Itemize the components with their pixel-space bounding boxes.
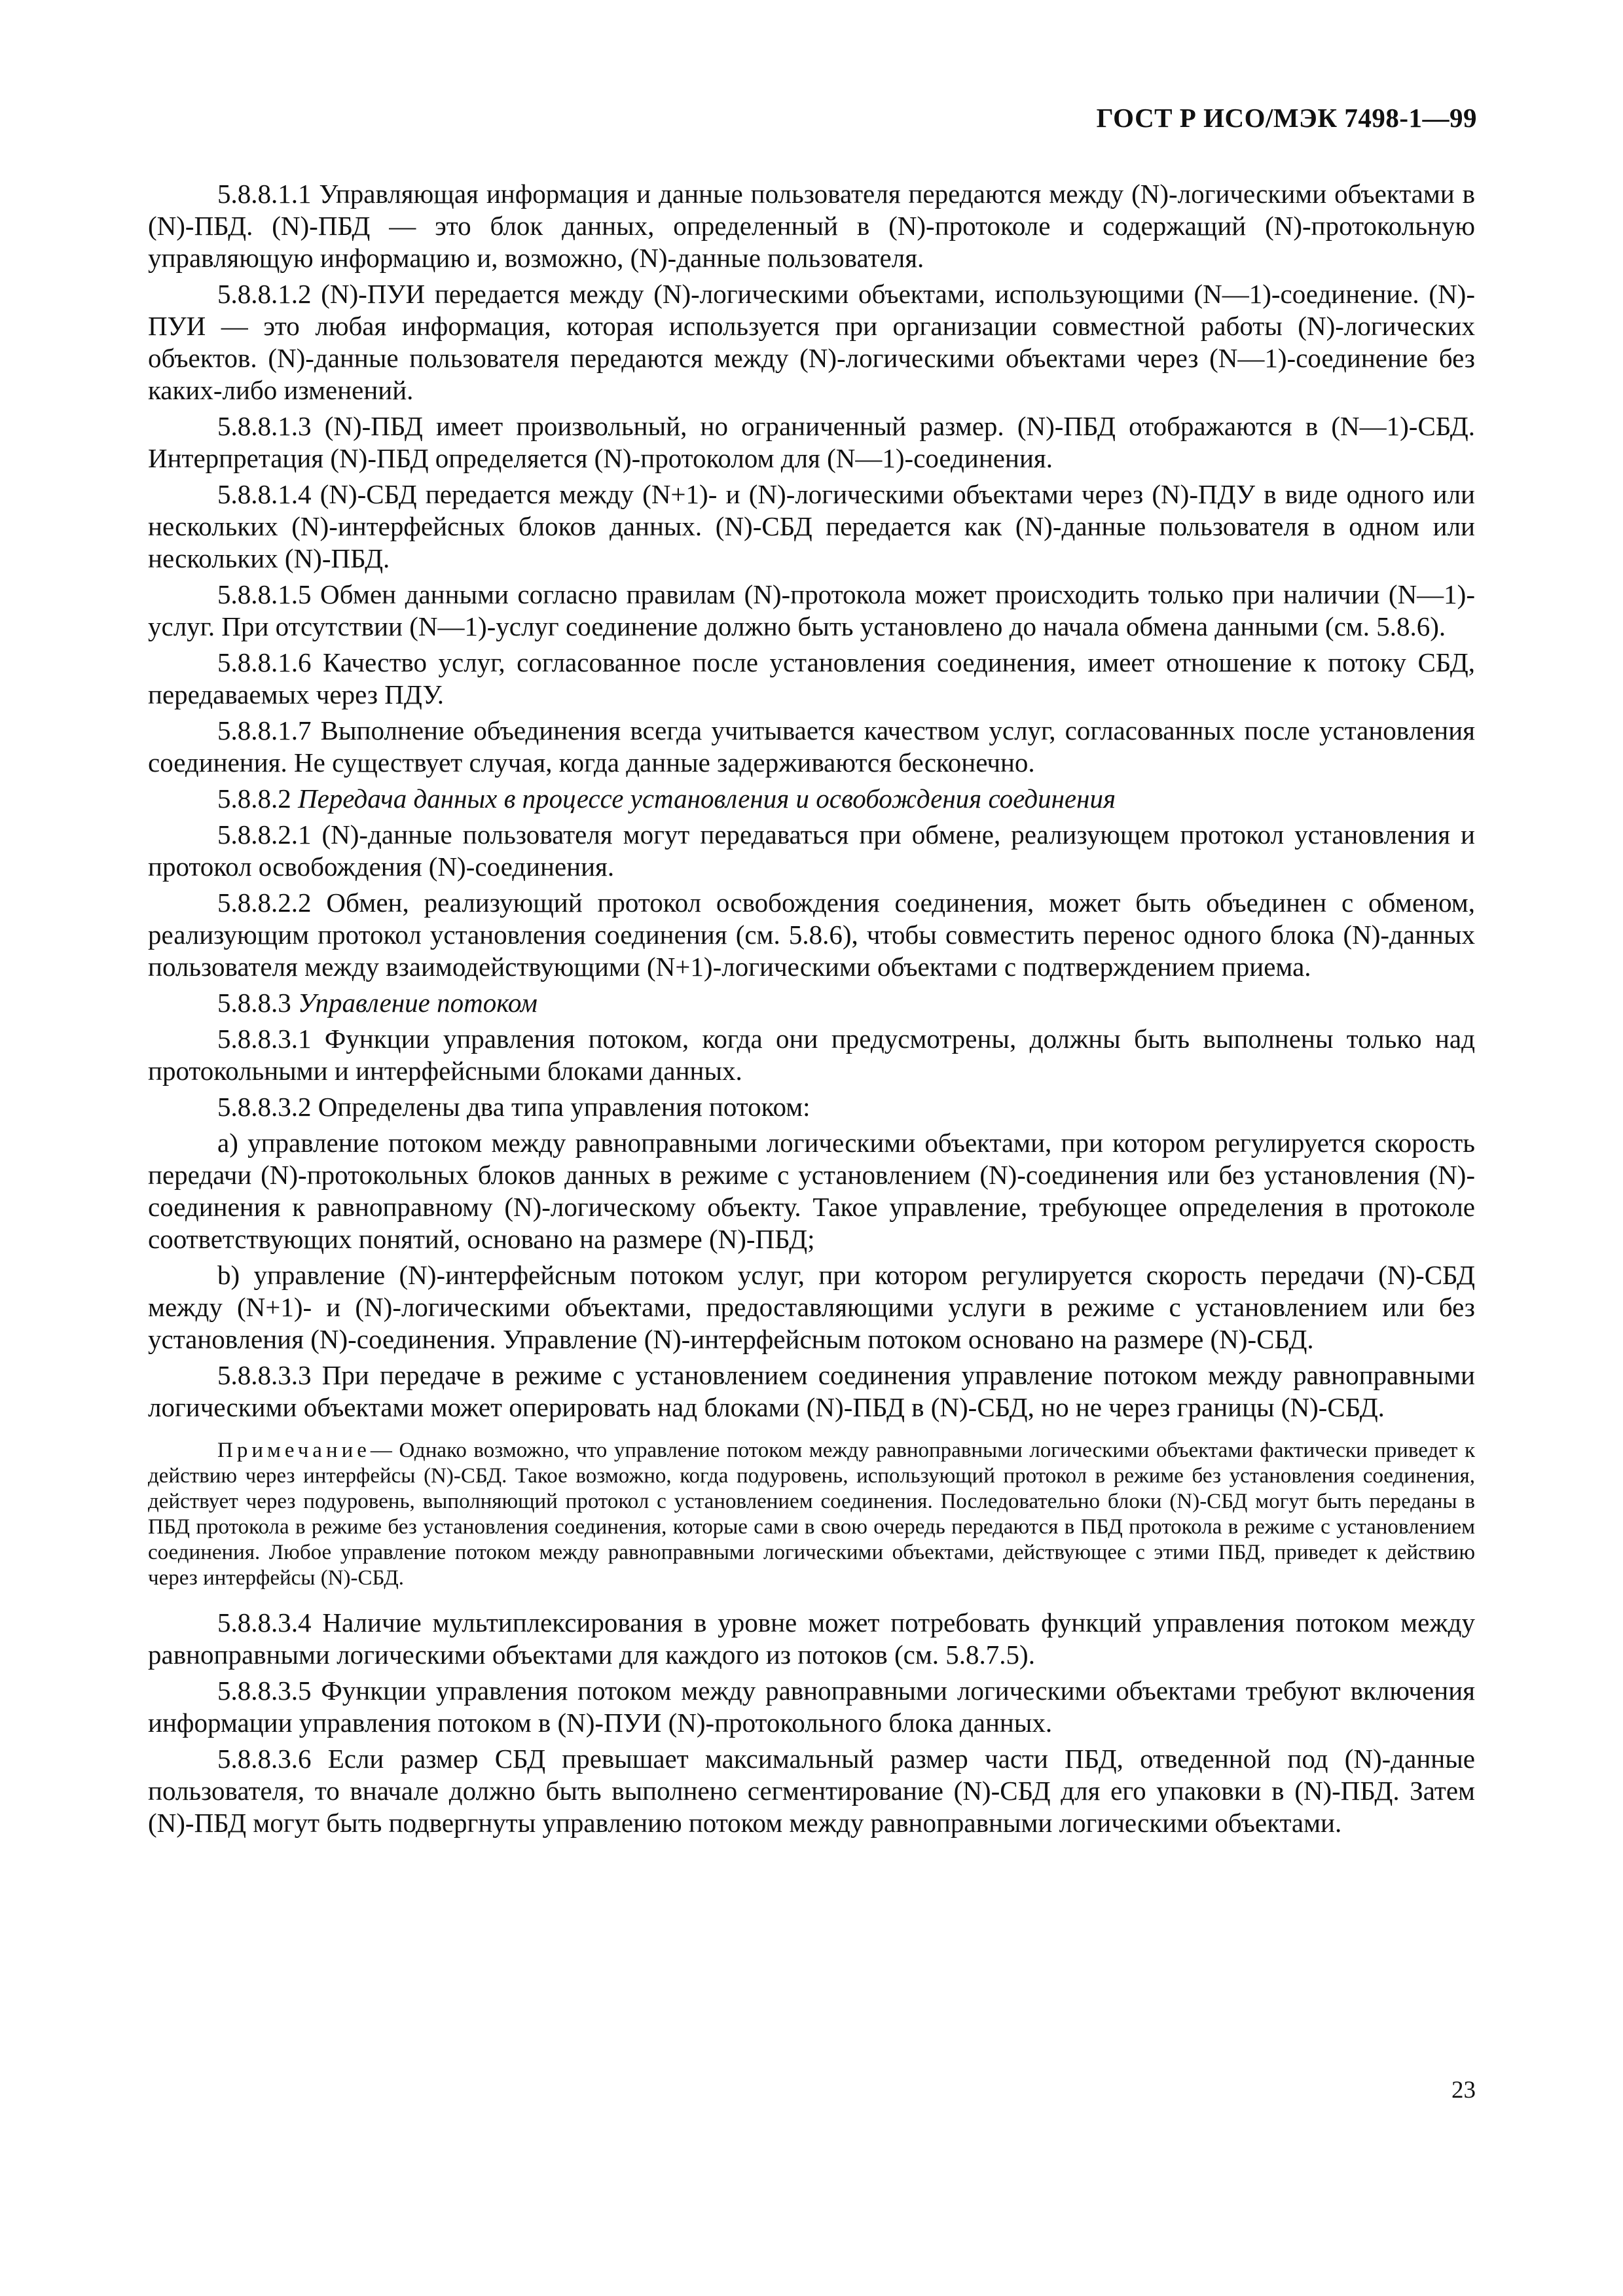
section-title: Передача данных в процессе установления и освобождения соединения <box>298 783 1116 814</box>
paragraph: 5.8.8.1.4 (N)-СБД передается между (N+1)- и (N)-логическими объектами через (N)-ПДУ в виде одного или нескольких (N)-интерфейсных блоков данных. (N)-СБД передается как (N)-данные пользователя в одном или нескольких (N)-ПБД. <box>148 479 1475 573</box>
list-item: а) управление потоком между равноправными логическими объектами, при котором регулируется скорость передачи (N)-протокольных блоков данных в режиме с установлением (N)-соединения или без установления (N)-соединения к равноправному (N)-логическому объекту. Такое управление, требующее определения в протоколе соответствующих понятий, основано на размере (N)-ПБД; <box>148 1128 1475 1254</box>
page-number: 23 <box>1451 2077 1476 2104</box>
paragraph: 5.8.8.1.1 Управляющая информация и данные пользователя передаются между (N)-логическими объектами в (N)-ПБД. (N)-ПБД — это блок данных, определенный в (N)-протоколе и содержащий (N)-протокольную управляющую информацию и, возможно, (N)-данные пользователя. <box>148 179 1475 273</box>
note <box>148 1438 1475 1591</box>
paragraph: 5.8.8.2.2 Обмен, реализующий протокол освобождения соединения, может быть объединен с обменом, реализующим протокол установления соединения (см. 5.8.6), чтобы совместить перенос одного блока (N)-данных пользователя между взаимодействующими (N+1)-логическими объектами с подтверждением приема. <box>148 888 1475 982</box>
paragraph: 5.8.8.3.2 Определены два типа управления потоком: <box>217 1092 811 1122</box>
paragraph: 5.8.8.1.5 Обмен данными согласно правилам (N)-протокола может происходить только при наличии (N—1)-услуг. При отсутствии (N—1)-услуг соединение должно быть установлено до начала обмена данными (см. 5.8.6). <box>148 579 1475 641</box>
note-label: Примечание <box>217 1439 371 1462</box>
paragraph: 5.8.8.1.7 Выполнение объединения всегда учитывается качеством услуг, согласованных после установления соединения. Не существует случая, когда данные задерживаются бесконечно. <box>148 715 1475 778</box>
paragraph: 5.8.8.3.4 Наличие мультиплексирования в уровне может потребовать функций управления потоком между равноправными логическими объектами для каждого из потоков (см. 5.8.7.5). <box>148 1607 1475 1670</box>
paragraph: 5.8.8.3.1 Функции управления потоком, когда они предусмотрены, должны быть выполнены только над протокольными и интерфейсными блоками данных. <box>148 1024 1475 1086</box>
paragraph: 5.8.8.2.1 (N)-данные пользователя могут передаваться при обмене, реализующем протокол установления и протокол освобождения (N)-соединения. <box>148 819 1475 882</box>
section-number: 5.8.8.3 <box>217 988 291 1018</box>
note-text: — Однако возможно, что управление потоком между равноправными логическими объектами фактически приведет к действию через интерфейсы (N)-СБД. Такое возможно, когда подуровень, использующий протокол в режиме без установления соединения, действует через подуровень, выполняющий протокол с установлением соединения. Последовательно блоки (N)-СБД могут быть переданы в ПБД протокола в режиме без установления соединения, которые сами в свою очередь передаются в ПБД протокола в режиме с установлением соединения. Любое управление потоком между равноправными логическими объектами, действующее с этими ПБД, приведет к действию через интерфейсы (N)-СБД. <box>148 1439 1475 1590</box>
section-number: 5.8.8.2 <box>217 783 291 814</box>
paragraph: 5.8.8.3.5 Функции управления потоком между равноправными логическими объектами требуют включения информации управления потоком в (N)-ПУИ (N)-протокольного блока данных. <box>148 1676 1475 1738</box>
document-header: ГОСТ Р ИСО/МЭК 7498-1—99 <box>1096 103 1477 133</box>
paragraph: 5.8.8.1.6 Качество услуг, согласованное после установления соединения, имеет отношение к потоку СБД, передаваемых через ПДУ. <box>148 647 1475 709</box>
section-heading <box>148 987 1475 1019</box>
paragraph: 5.8.8.3.3 При передаче в режиме с установлением соединения управление потоком между равноправными логическими объектами может оперировать над блоками (N)-ПБД в (N)-СБД, но не через границы (N)-СБД. <box>148 1360 1475 1422</box>
paragraph: 5.8.8.1.3 (N)-ПБД имеет произвольный, но ограниченный размер. (N)-ПБД отображаются в (N—1)-СБД. Интерпретация (N)-ПБД определяется (N)-протоколом для (N—1)-соединения. <box>148 411 1475 473</box>
document-body <box>148 178 1475 1843</box>
list-item: b) управление (N)-интерфейсным потоком услуг, при котором регулируется скорость передачи (N)-СБД между (N+1)- и (N)-логическими объектами, предоставляющими услуги в режиме с установлением или без установления (N)-соединения. Управление (N)-интерфейсным потоком основано на размере (N)-СБД. <box>148 1260 1475 1354</box>
paragraph: 5.8.8.1.2 (N)-ПУИ передается между (N)-логическими объектами, использующими (N—1)-соединение. (N)-ПУИ — это любая информация, которая используется при организации совместной работы (N)-логических объектов. (N)-данные пользователя передаются между (N)-логическими объектами через (N—1)-соединение без каких-либо изменений. <box>148 279 1475 405</box>
section-title: Управление потоком <box>298 988 538 1018</box>
section-heading <box>148 783 1475 815</box>
paragraph: 5.8.8.3.6 Если размер СБД превышает максимальный размер части ПБД, отведенной под (N)-данные пользователя, то вначале должно быть выполнено сегментирование (N)-СБД для его упаковки в (N)-ПБД. Затем (N)-ПБД могут быть подвергнуты управлению потоком между равноправными логическими объектами. <box>148 1744 1475 1838</box>
